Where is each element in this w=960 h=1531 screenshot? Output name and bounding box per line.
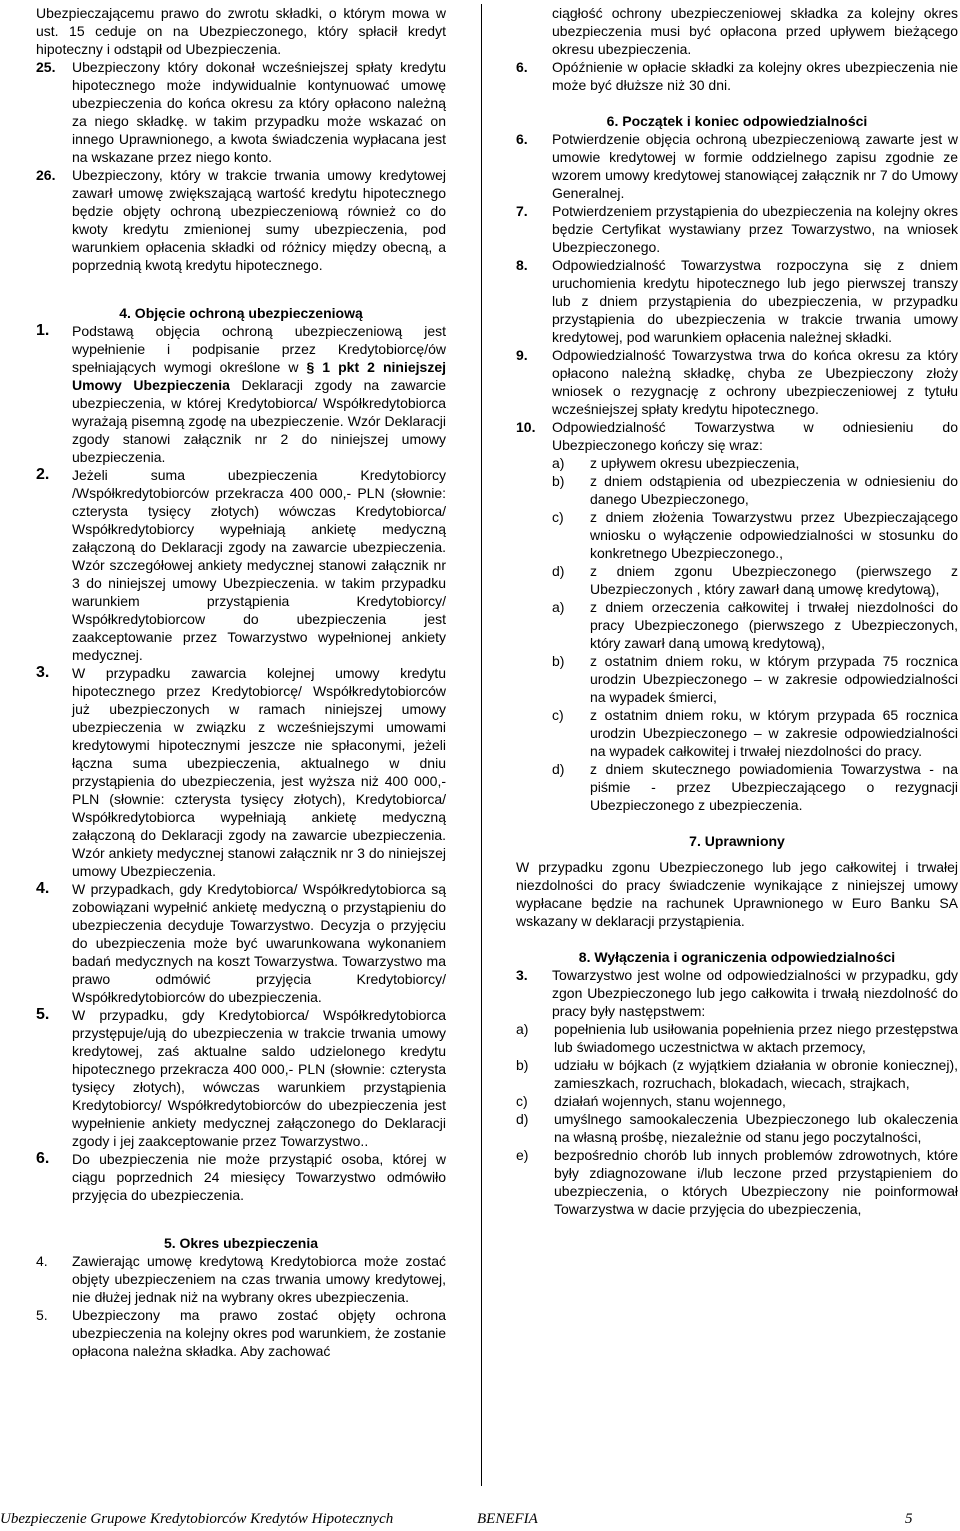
clause-number: 7. xyxy=(516,203,528,219)
section-5-item-6 xyxy=(516,58,958,94)
list-item-label: c) xyxy=(552,707,564,723)
clause-text: W przypadku, gdy Kredytobiorca/ Współkredytobiorca przystępuje/ują do ubezpieczenia w trakcie trwania umowy kredytowej, zaś aktualne saldo udzielonego kredytu hipotecznego przekracza 400 000,- PLN (słownie: czterysta tysięcy złotych), wówczas warunkiem przystąpienia Kredytobiorcy/ Współkredytobiorców do ubezpieczenia jest wypełnienie ankiety medycznej załączonego do Deklaracji zgody i jej zaakceptowanie przez Towarzystwo.. xyxy=(72,1007,446,1149)
clause-number: 10. xyxy=(516,419,536,435)
list-item-label: d) xyxy=(516,1111,529,1127)
section-7-paragraph: W przypadku zgonu Ubezpieczonego lub jego całkowitej i trwałej niezdolności do pracy świadczenie wynikające z niniejszej umowy wypłacane będzie na rachunek Uprawnionego w Euro Banku SA wskazany w deklaracji przystąpienia. xyxy=(516,859,958,929)
list-item-label: b) xyxy=(552,473,565,489)
clause-number: 4. xyxy=(36,1253,48,1269)
clause-text-bold: § 1 pkt 2 niniejszej Umowy Ubezpieczenia xyxy=(72,359,446,393)
list-item-text: z ostatnim dniem roku, w którym przypada 65 rocznica urodzin Ubezpieczonego – w zakresie odpowiedzialności na wypadek całkowitej i trwałej niezdolności do pracy. xyxy=(590,707,958,759)
section-8-heading: 8. Wyłączenia i ograniczenia odpowiedzialności xyxy=(578,949,896,965)
list-item xyxy=(552,508,958,562)
clause-text-a: Podstawą objęcia ochroną ubezpieczeniową jest wypełnienie i podpisanie przez Kredytobiorcę/ów spełniających wymogi określone w xyxy=(72,323,446,375)
list-item-text: z ostatnim dniem roku, w którym przypada 75 rocznica urodzin Ubezpieczonego – w zakresie odpowiedzialności na wypadek śmierci, xyxy=(590,653,958,705)
section-6-item-10 xyxy=(516,418,958,454)
list-item-text: umyślnego samookaleczenia Ubezpieczonego lub okaleczenia na własną prośbę, niezależnie od stanu jego poczytalności, xyxy=(554,1111,958,1145)
list-item xyxy=(552,652,958,706)
clause-text: Towarzystwo jest wolne od odpowiedzialności w przypadku, gdy zgon Ubezpieczonego lub jego całkowita i trwałą niezdolność do pracy były następstwem: xyxy=(552,967,958,1019)
clause-number: 2. xyxy=(36,466,50,483)
list-item-label: d) xyxy=(552,563,565,579)
column-divider xyxy=(481,4,482,1486)
list-item-label: a) xyxy=(552,599,565,615)
section-8-item-3 xyxy=(516,966,958,1020)
section-6-item-8 xyxy=(516,256,958,346)
section-6-item-6 xyxy=(516,130,958,202)
left-column xyxy=(36,4,446,1360)
section-7-heading: 7. Uprawniony xyxy=(689,833,785,849)
section-4-item-2 xyxy=(36,466,446,664)
clause-text: Ubezpieczony ma prawo zostać objęty ochrona ubezpieczenia na kolejny okres pod warunkiem, że zostanie opłacona należna składka. Aby zachować xyxy=(72,1307,446,1359)
right-column xyxy=(516,4,958,1218)
list-item-label: a) xyxy=(552,455,565,471)
section-6-item-9 xyxy=(516,346,958,418)
clause-text: Jeżeli suma ubezpieczenia Kredytobiorcy /Współkredytobiorców przekracza 400 000,- PLN (słownie: czterysta tysięcy złotych) wówczas Kredytobiorca/ Współkredytobiorcy wypełniają ankietę medyczną załączoną do Deklaracji zgody na zawarcie ubezpieczenia. Wzór szczegółowej ankiety medycznej stanowi załącznik nr 3 do niniejszej umowy Ubezpieczenia. w takim przypadku warunkiem przystąpienia Kredytobiorcy/ Współkredytobiorcow do ubezpieczenia jest zaakceptowanie przez Towarzystwo wypełnionej ankiety medycznej. xyxy=(72,467,446,663)
clause-text: Odpowiedzialność Towarzystwa rozpoczyna się z dniem uruchomienia kredytu hipotecznego lub jego pierwszej transzy lub z dniem przystąpienia do ubezpieczenia, w przypadku przystąpienia do ubezpieczenia w trakcie trwania umowy kredytowej, pod warunkiem opłacenia należnej składki. xyxy=(552,257,958,345)
section-6-heading: 6. Początek i koniec odpowiedzialności xyxy=(606,113,868,129)
clause-text: Odpowiedzialność Towarzystwa w odniesieniu do Ubezpieczonego kończy się wraz: xyxy=(552,419,958,453)
clause-text: Opóźnienie w opłacie składki za kolejny okres ubezpieczenia nie może być dłuższe niż 30 dni. xyxy=(552,59,958,93)
footer-brand: BENEFIA xyxy=(477,1511,538,1527)
clause-text: Ubezpieczony, który w trakcie trwania umowy kredytowej zawarł umowę zwiększającą wartość kredytu hipotecznego będzie objęty ochroną ubezpieczeniową również co do kwoty kredytu zmienionej sumy ubezpieczenia, pod warunkiem opłacenia składki od różnicy między obecną, a poprzednią kwotą kredytu hipotecznego. xyxy=(72,167,446,273)
list-item-label: c) xyxy=(552,509,564,525)
page-footer xyxy=(0,1511,960,1531)
clause-number: 5. xyxy=(36,1307,48,1323)
clause-text: W przypadkach, gdy Kredytobiorca/ Współkredytobiorca są zobowiązani wypełnić ankietę medyczną o przystąpieniu do ubezpieczenia decyduje Towarzystwo. Decyzja o przyjęciu do ubezpieczenia może być uwarunkowana wykonaniem badań medycznych na koszt Towarzystwa. Towarzystwo ma prawo odmówić przyjęcia Kredytobiorcy/ Współkredytobiorców do ubezpieczenia. xyxy=(72,881,446,1005)
intro-paragraph: Ubezpieczającemu prawo do zwrotu składki, o którym mowa w ust. 15 ceduje on na Ubezpieczonego, który spłacił kredyt hipoteczny i odstąpił od Ubezpieczenia. xyxy=(36,5,446,57)
clause-number: 9. xyxy=(516,347,528,363)
list-item xyxy=(552,760,958,814)
list-item-label: b) xyxy=(552,653,565,669)
clause-text: Odpowiedzialność Towarzystwa trwa do końca okresu za który opłacono należną składkę, chyba ze Ubezpieczony złoży wniosek o rezygnację z ochrony ubezpieczeniowej z tytułu wcześniejszej spłaty kredytu hipotecznego. xyxy=(552,347,958,417)
list-item-text: z dniem złożenia Towarzystwu przez Ubezpieczającego wniosku o wyłączenie odpowiedzialności w stosunku do konkretnego Ubezpieczonego., xyxy=(590,509,958,561)
clause-number: 6. xyxy=(36,1150,50,1167)
clause-number: 5. xyxy=(36,1006,50,1023)
clause-number: 6. xyxy=(516,131,528,147)
clause-text: Potwierdzeniem przystąpienia do ubezpieczenia na kolejny okres będzie Certyfikat wystawiany przez Towarzystwo, na wniosek Ubezpieczonego. xyxy=(552,203,958,255)
clause-text-c: Deklaracji zgody na zawarcie ubezpieczenia, w której Kredytobiorca/ Współkredytobiorca wyrażają pisemną zgodę na ubezpieczenie. Wzór Deklaracji zgody stanowi załącznik nr 2 do niniejszej umowy ubezpieczenia. xyxy=(72,377,446,465)
section-4-item-3 xyxy=(36,664,446,880)
clause-text: Do ubezpieczenia nie może przystąpić osoba, której w ciągu poprzednich 24 miesięcy Towarzystwo odmówiło przyjęcia do ubezpieczenia. xyxy=(72,1151,446,1203)
list-item-text: z dniem odstąpienia od ubezpieczenia w odniesieniu do danego Ubezpieczonego, xyxy=(590,473,958,507)
list-item-label: b) xyxy=(516,1057,529,1073)
clause-25 xyxy=(36,58,446,166)
list-item xyxy=(516,1146,958,1218)
list-item xyxy=(552,706,958,760)
list-item-text: z dniem skutecznego powiadomienia Towarzystwa - na piśmie - przez Ubezpieczającego o rezygnacji Ubezpieczonego z ubezpieczenia. xyxy=(590,761,958,813)
section-8-sublist xyxy=(516,1020,958,1218)
list-item-label: e) xyxy=(516,1147,529,1163)
list-item xyxy=(516,1020,958,1056)
list-item-text: z upływem okresu ubezpieczenia, xyxy=(590,455,800,471)
section-5-heading: 5. Okres ubezpieczenia xyxy=(163,1235,319,1251)
clause-number: 25. xyxy=(36,59,56,75)
list-item-label: d) xyxy=(552,761,565,777)
clause-text: Zawierając umowę kredytową Kredytobiorca może zostać objęty ubezpieczeniem na czas trwania umowy kredytowej, nie dłużej jednak niż na wybrany okres ubezpieczenia. xyxy=(72,1253,446,1305)
clause-number: 4. xyxy=(36,880,50,897)
clause-text: W przypadku zawarcia kolejnej umowy kredytu hipotecznego przez Kredytobiorcę/ Współkredytobiorców już ubezpieczonych w ramach niniejszej umowy ubezpieczenia w związku z wcześniejszymi umowami kredytowymi hipotecznymi jeszcze nie spłaconymi, jeżeli łączna suma ubezpieczenia, aktualnego w dniu przystąpienia do ubezpieczenia, jest wyższa niż 400 000,- PLN (słownie: czterysta tysięcy złotych), Kredytobiorca/ Współkredytobiorca wypełniają ankietę medyczną załączoną do Deklaracji zgody na zawarcie ubezpieczenia. Wzór ankiety medycznej stanowi załącznik nr 3 do niniejszej umowy Ubezpieczenia. xyxy=(72,665,446,879)
list-item-text: udziału w bójkach (z wyjątkiem działania w obronie koniecznej), zamieszkach, rozruchach, blokadach, wiecach, strajkach, xyxy=(554,1057,958,1091)
clause-number: 1. xyxy=(36,322,50,339)
section-4-item-1 xyxy=(36,322,446,466)
clause-26 xyxy=(36,166,446,274)
list-item xyxy=(552,562,958,598)
list-item-text: z dniem zgonu Ubezpieczonego (pierwszego z Ubezpieczonych , który zawarł daną umowę kredytową), xyxy=(590,563,958,597)
section-6-sublist xyxy=(516,454,958,814)
list-item xyxy=(516,1092,958,1110)
list-item-label: a) xyxy=(516,1021,529,1037)
footer-title: Ubezpieczenie Grupowe Kredytobiorców Kredytów Hipotecznych xyxy=(0,1511,394,1527)
clause-number: 3. xyxy=(516,967,528,983)
section-5-item-4 xyxy=(36,1252,446,1306)
section-4-item-6 xyxy=(36,1150,446,1204)
clause-number: 8. xyxy=(516,257,528,273)
clause-text: Ubezpieczony który dokonał wcześniejszej spłaty kredytu hipotecznego może indywidualnie kontynuować umowę ubezpieczenia do końca okresu za który opłacono należną za niego składkę. w takim przypadku może wskazać on innego Uprawnionego, a kwota świadczenia wypłacana jest na wskazane przez niego konto. xyxy=(72,59,446,165)
list-item xyxy=(552,598,958,652)
list-item-text: popełnienia lub usiłowania popełnienia przez niego przestępstwa lub świadomego uczestnictwa w aktach przemocy, xyxy=(554,1021,958,1055)
list-item-text: działań wojennych, stanu wojennego, xyxy=(554,1093,786,1109)
section-4-heading: 4. Objęcie ochroną ubezpieczeniową xyxy=(119,305,363,321)
clause-number: 6. xyxy=(516,59,528,75)
clause-text: Potwierdzenie objęcia ochroną ubezpieczeniową zawarte jest w umowie kredytowej w formie oddzielnego zapisu zgodnie ze wzorem umowy kredytowej stanowiącej załącznik nr 7 do Umowy Generalnej. xyxy=(552,131,958,201)
continued-paragraph: ciągłość ochrony ubezpieczeniowej składka za kolejny okres ubezpieczenia musi być opłacona przed upływem bieżącego okresu ubezpieczenia. xyxy=(552,5,958,57)
clause-number: 26. xyxy=(36,167,56,183)
list-item xyxy=(516,1110,958,1146)
list-item-text: bezpośrednio chorób lub innych problemów zdrowotnych, które były zdiagnozowane i/lub leczone przed przystąpieniem do ubezpieczenia, o których Ubezpieczony nie poinformował Towarzystwa w dacie przyjęcia do ubezpieczenia, xyxy=(554,1147,958,1217)
list-item-label: c) xyxy=(516,1093,528,1109)
list-item xyxy=(516,1056,958,1092)
page-number: 5 xyxy=(905,1511,913,1527)
section-5-item-5 xyxy=(36,1306,446,1360)
list-item-text: z dniem orzeczenia całkowitej i trwałej niezdolności do pracy Ubezpieczonego (pierwszego z Ubezpieczonych, który zawarł daną umową kredytową), xyxy=(590,599,958,651)
list-item xyxy=(552,472,958,508)
clause-number: 3. xyxy=(36,664,50,681)
section-6-item-7 xyxy=(516,202,958,256)
section-4-item-4 xyxy=(36,880,446,1006)
list-item xyxy=(552,454,958,472)
section-4-item-5 xyxy=(36,1006,446,1150)
